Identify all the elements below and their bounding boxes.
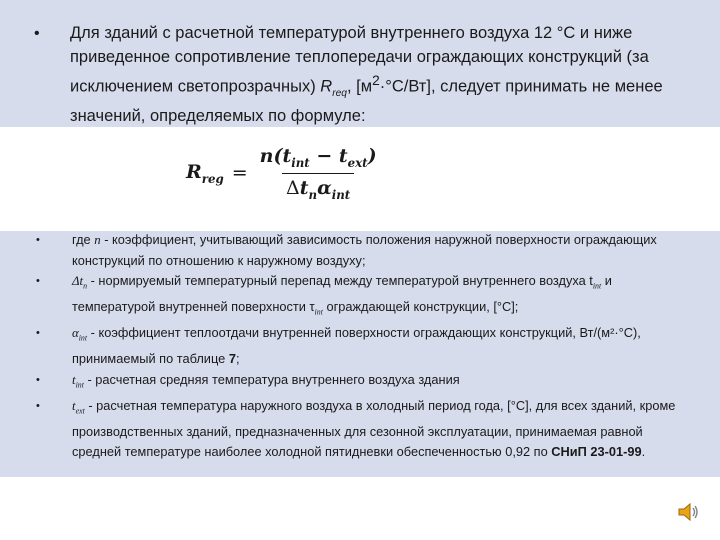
symbol: n: [94, 233, 101, 247]
definition-item-t-int: • $t_{int}$ - расчетная средняя температура внутреннего воздуха здания: [36, 371, 460, 390]
symbol: t: [72, 398, 76, 413]
definition-item-alpha-int: • $\alpha_{int}$ - коэффициент теплоотдачи внутренней поверхности ограждающих конструкций, Вт/(м²·°С), принимаемый по таблице 7;: [36, 325, 641, 367]
formula-denominator: $\Delta t_n\alpha_{int}$: [282, 173, 354, 202]
intro-paragraph: [34, 22, 694, 129]
intro-r: R: [320, 77, 333, 96]
intro-r-sub: req: [332, 87, 347, 99]
symbol: t: [72, 372, 76, 387]
speaker-icon[interactable]: [676, 501, 700, 523]
intro-text: [70, 22, 694, 129]
bullet: •: [34, 25, 40, 42]
intro-text-c: ·°С/Вт], следует принимать не менее значений, определяемых по формуле:: [70, 77, 663, 126]
definition-item-t-ext: • $t_{ext}$ - расчетная температура наружного воздуха в холодный период года, [°С], для всех зданий, кроме производственных зданий, предназначенных для сезонной эксплуатации, принимаемая равной средней температуре наиболее холодной пятидневки обеспеченностью 0,92 по СНиП 23-01-99.: [36, 397, 676, 460]
intro-text-b: , [м: [346, 77, 373, 96]
formula-numerator: $n(t_{int} - t_{ext})$: [259, 145, 377, 170]
symbol: α: [72, 326, 79, 341]
bullet: •: [36, 373, 40, 386]
definition-item-delta-tn: • $\Delta t_n$ - нормируемый температурный перепад между температурой внутреннего воздуха $t_{int}$ и температурой внутренней поверхности $\tau_{int}$ ограждающей конструкции, [°С];: [36, 273, 612, 317]
intro-sup: 2: [372, 73, 380, 88]
definition-item-n: • где n - коэффициент, учитывающий зависимость положения наружной поверхности ограждающих конструкций по отношению к наружному воздуху;: [36, 232, 657, 268]
formula-lhs: $R_{reg}$: [186, 160, 224, 186]
bullet: •: [36, 327, 40, 340]
bullet: •: [36, 399, 40, 412]
bullet: •: [36, 275, 40, 287]
bullet: •: [36, 234, 40, 246]
symbol: Δt: [72, 274, 84, 288]
formula: [186, 145, 381, 202]
formula-fraction: [256, 145, 381, 202]
formula-equals: =: [231, 162, 248, 185]
intro-text-a: Для зданий с расчетной температурой внутреннего воздуха 12 °С и ниже приведенное сопротивление теплопередачи ограждающих конструкций (за исключением светопрозрачных): [70, 24, 649, 96]
definitions-list: [36, 230, 676, 463]
